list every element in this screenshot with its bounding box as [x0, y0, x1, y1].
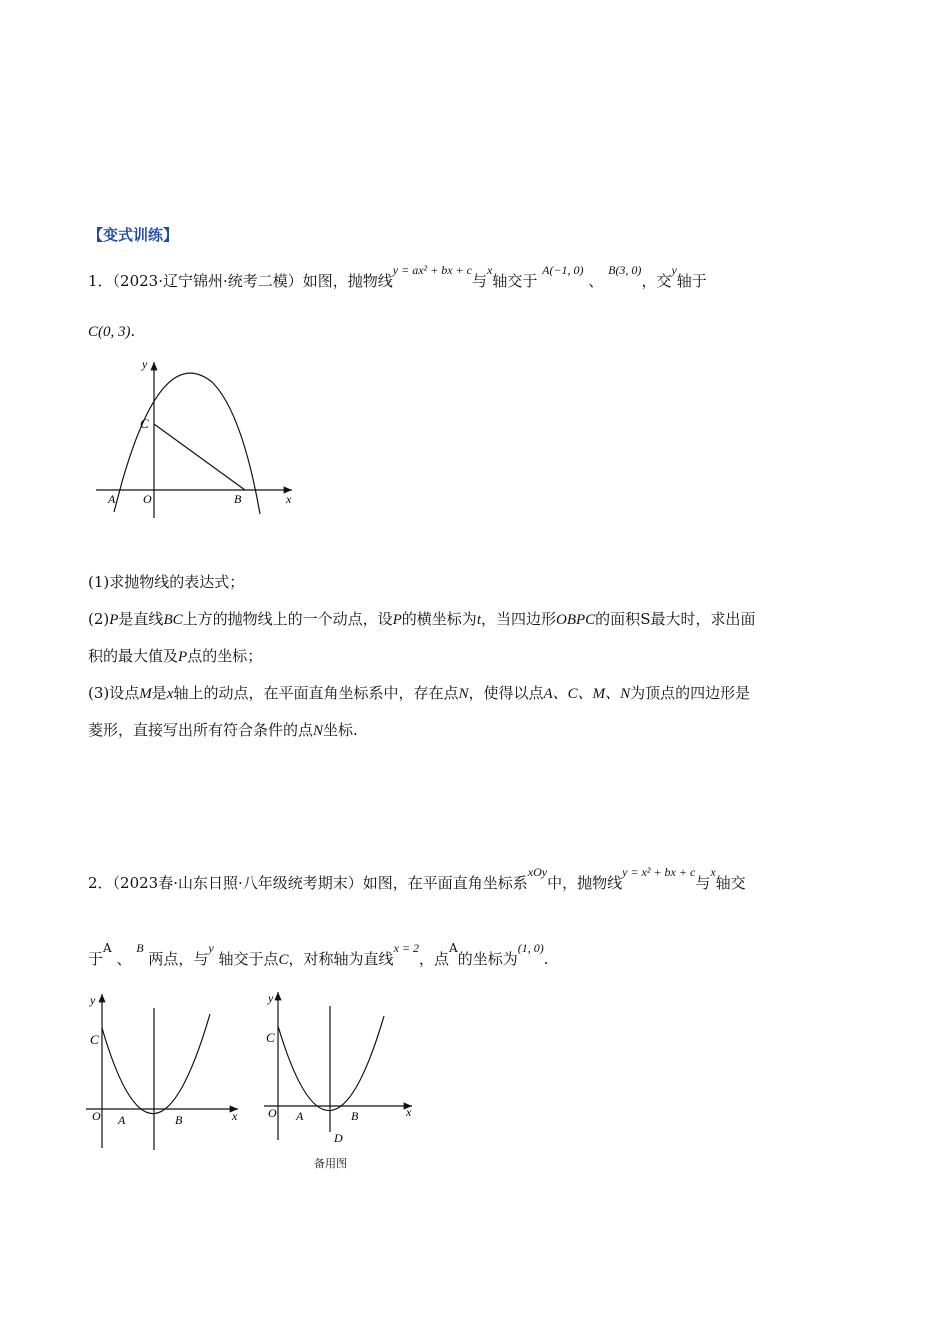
var-x: x	[166, 686, 174, 702]
text: 的面积	[595, 610, 641, 628]
q2-source: （2023春·山东日照·八年级统考期末）如图，在平面直角坐标系	[112, 874, 528, 892]
q1-line-2	[88, 322, 135, 341]
var-p: P	[392, 612, 402, 628]
label-o: O	[268, 1106, 277, 1120]
var-a: A	[103, 941, 112, 955]
q1-part-2-line-2	[88, 645, 262, 666]
label-a: A	[296, 1109, 304, 1123]
section-title: 【变式训练】	[88, 226, 179, 244]
label-c: C	[90, 1032, 99, 1047]
q1-source: （2023·辽宁锦州·统考二模）如图，抛物线	[112, 272, 393, 290]
var-x: x	[710, 865, 716, 879]
label-c: C	[266, 1030, 275, 1045]
q1-equation: y = ax² + bx + c	[392, 263, 472, 277]
var-n: N	[458, 686, 469, 702]
q2-line-2	[88, 941, 549, 969]
text: 上方的抛物线上的一个动点，设	[182, 610, 393, 628]
q2-number: 2．	[88, 874, 113, 892]
sep: 、	[116, 950, 132, 968]
label-o: O	[143, 492, 152, 506]
text: 最大时，求出面	[650, 610, 756, 628]
text: 轴上的动点，在平面直角坐标系中，存在点	[173, 684, 459, 702]
var-a: A	[449, 941, 458, 955]
q1-period: .	[130, 322, 136, 340]
var-xoy: xOy	[527, 865, 548, 879]
var-list: A、C、M、N	[543, 686, 631, 702]
label-a: A	[118, 1113, 126, 1127]
text: ，对称轴为直线	[288, 950, 394, 968]
q1-text: 轴于	[676, 272, 707, 290]
var-bc: BC	[163, 612, 183, 628]
q1-text: 与	[471, 272, 487, 290]
var-n: N	[313, 723, 324, 739]
text: 点的坐标；	[187, 647, 263, 665]
text: ，使得以点	[468, 684, 544, 702]
q2-figure-1	[84, 988, 246, 1156]
text: ，当四边形	[480, 610, 556, 628]
var-c: C	[278, 952, 289, 968]
text: 中，抛物线	[547, 874, 623, 892]
label-b: B	[175, 1113, 183, 1127]
q1-point-b: B(3, 0)	[608, 263, 642, 277]
text: 是直线	[118, 610, 164, 628]
q1-part-2-label: (2)	[88, 610, 110, 628]
segment-cb	[154, 424, 245, 490]
q1-part-1: (1)求抛物线的表达式；	[88, 573, 245, 591]
q1-y-var: y	[671, 263, 677, 277]
label-x: x	[286, 492, 292, 506]
q1-point-a: A(−1, 0)	[542, 263, 584, 277]
q1-text: 轴交于	[492, 272, 538, 290]
text: ，点	[419, 950, 450, 968]
q1-line-1	[88, 263, 707, 291]
q2-figure-2	[262, 986, 422, 1154]
label-x: x	[232, 1109, 238, 1123]
text: 的横坐标为	[401, 610, 477, 628]
text: 轴交	[715, 874, 746, 892]
text: 是	[151, 684, 167, 702]
var-p: P	[109, 612, 119, 628]
figure-caption: 备用图	[314, 1157, 347, 1170]
label-y: y	[90, 993, 96, 1007]
label-b: B	[234, 492, 242, 506]
text: 与	[695, 874, 711, 892]
axis-eq: x = 2	[393, 941, 419, 955]
q2-equation: y = x² + bx + c	[622, 865, 696, 879]
label-y: y	[268, 991, 274, 1005]
period: .	[543, 950, 549, 968]
label-x: x	[406, 1105, 412, 1119]
text: 菱形，直接写出所有符合条件的点	[88, 721, 314, 739]
label-a: A	[108, 492, 116, 506]
var-y: y	[208, 941, 214, 955]
label-y: y	[142, 357, 148, 371]
var-s: S	[640, 610, 651, 628]
var-t: t	[476, 612, 481, 628]
q1-part-3-label: (3)设点	[88, 684, 140, 702]
text: 坐标.	[323, 721, 358, 739]
q1-part-3-line-2	[88, 719, 358, 740]
q1-point-c: C(0, 3)	[88, 324, 131, 340]
text: 于	[88, 950, 104, 968]
q1-text: ，交	[641, 272, 672, 290]
q1-part-2-line-1	[88, 608, 755, 629]
q1-number: 1．	[88, 272, 113, 290]
var-p: P	[178, 649, 188, 665]
label-o: O	[92, 1109, 101, 1123]
label-c: C	[140, 416, 149, 431]
label-d: D	[334, 1131, 343, 1145]
q1-sep: 、	[588, 272, 604, 290]
text: 积的最大值及	[88, 647, 179, 665]
q1-figure	[92, 352, 312, 524]
var-b: B	[136, 941, 144, 955]
q2-line-1	[88, 865, 746, 893]
text: 的坐标为	[457, 950, 518, 968]
text: 为顶点的四边形是	[630, 684, 751, 702]
label-b: B	[351, 1109, 359, 1123]
q1-part-3-line-1	[88, 682, 750, 703]
var-obpc: OBPC	[556, 612, 596, 628]
var-m: M	[139, 686, 152, 702]
text: 轴交于点	[218, 950, 279, 968]
text: 两点，与	[148, 950, 209, 968]
q1-x-var: x	[486, 263, 493, 277]
a-coord: (1, 0)	[517, 941, 544, 955]
